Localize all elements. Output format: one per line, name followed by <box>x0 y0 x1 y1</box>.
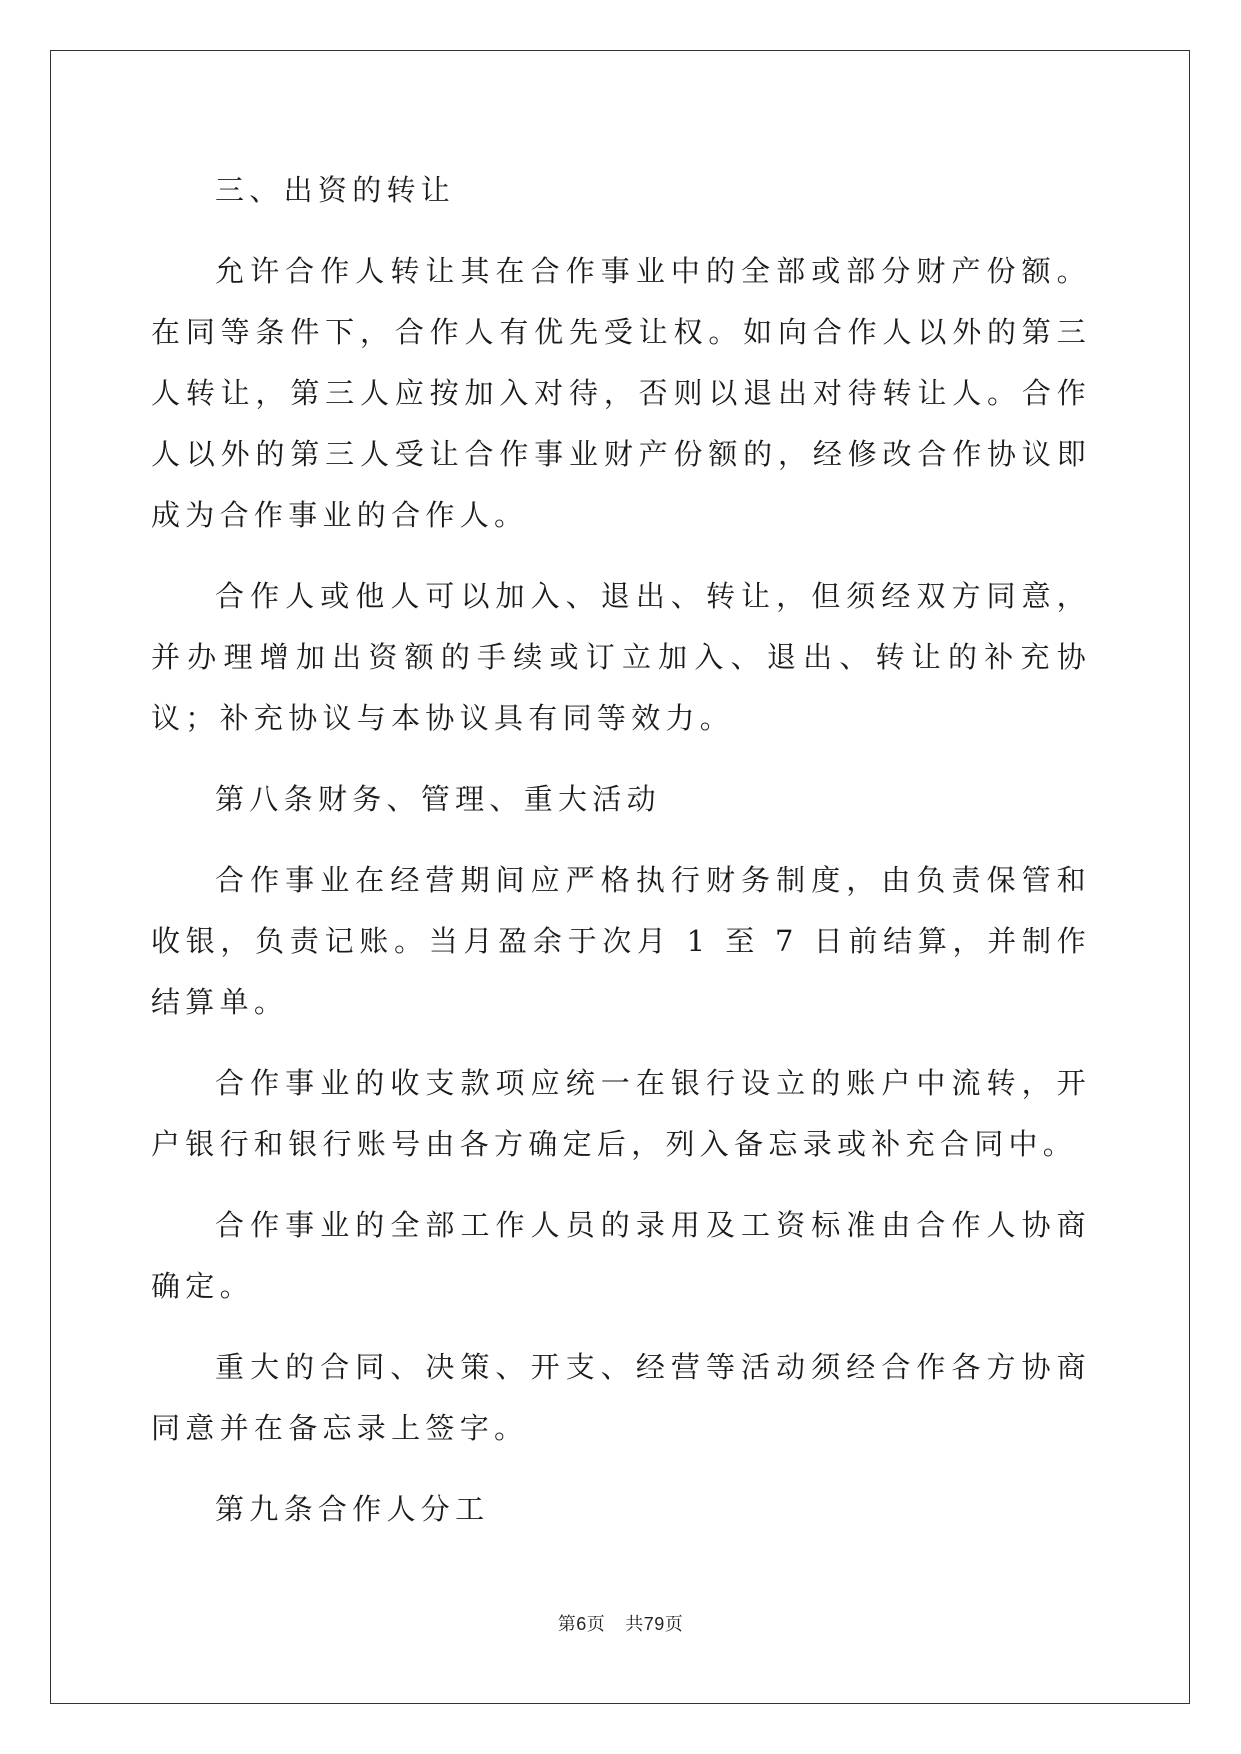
paragraph-transfer-rules: 允许合作人转让其在合作事业中的全部或部分财产份额。在同等条件下，合作人有优先受让权。如向合作人以外的第三人转让，第三人应按加入对待，否则以退出对待转让人。合作人以外的第三人受让合作事业财产份额的，经修改合作协议即成为合作事业的合作人。 <box>151 254 1091 532</box>
article-eight-heading: 第八条财务、管理、重大活动 <box>215 782 661 816</box>
paragraph-finance-system: 合作事业在经营期间应严格执行财务制度，由负责保管和收银，负责记账。当月盈余于次月 1 至 7 日前结算，并制作结算单。 <box>151 863 1091 1019</box>
document-body <box>151 160 1091 1560</box>
total-prefix: 共 <box>625 1614 644 1635</box>
total-suffix: 页 <box>664 1614 684 1635</box>
paragraph-join-exit: 合作人或他人可以加入、退出、转让，但须经双方同意，并办理增加出资额的手续或订立加入、退出、转让的补充协议；补充协议与本协议具有同等效力。 <box>151 579 1091 735</box>
paragraph-bank-account: 合作事业的收支款项应统一在银行设立的账户中流转，开户银行和银行账号由各方确定后，列入备忘录或补充合同中。 <box>151 1066 1091 1161</box>
paragraph-staff-hiring: 合作事业的全部工作人员的录用及工资标准由合作人协商确定。 <box>151 1208 1091 1303</box>
page-footer <box>0 1610 1241 1636</box>
total-pages: 79 <box>643 1614 665 1634</box>
page-suffix: 页 <box>586 1614 606 1635</box>
paragraph-major-decisions: 重大的合同、决策、开支、经营等活动须经合作各方协商同意并在备忘录上签字。 <box>151 1350 1091 1445</box>
page-prefix: 第 <box>557 1614 577 1635</box>
article-nine-heading: 第九条合作人分工 <box>215 1492 490 1526</box>
section-heading-transfer: 三、出资的转让 <box>215 173 456 207</box>
page-number: 6 <box>576 1614 587 1634</box>
